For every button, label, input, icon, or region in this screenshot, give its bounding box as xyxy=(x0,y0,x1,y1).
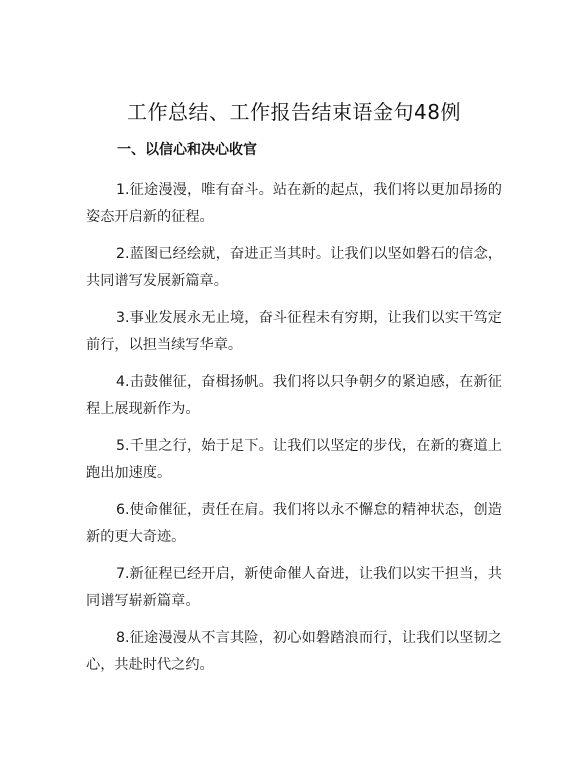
paragraph-8: 8.征途漫漫从不言其险，初心如磐踏浪而行，让我们以坚韧之心，共赴时代之约。 xyxy=(86,630,502,673)
paragraph-3: 3.事业发展永无止境，奋斗征程未有穷期，让我们以实干笃定前行，以担当续写华章。 xyxy=(86,310,502,353)
section-heading: 一、以信心和决心收官 xyxy=(117,142,257,158)
paragraph-6: 6.使命催征，责任在肩。我们将以永不懈怠的精神状态，创造新的更大奇迹。 xyxy=(86,502,502,545)
paragraph-2: 2.蓝图已经绘就，奋进正当其时。让我们以坚如磐石的信念，共同谱写发展新篇章。 xyxy=(86,246,502,289)
paragraph-5: 5.千里之行，始于足下。让我们以坚定的步伐，在新的赛道上跑出加速度。 xyxy=(86,438,502,481)
paragraph-4: 4.击鼓催征，奋楫扬帆。我们将以只争朝夕的紧迫感，在新征程上展现新作为。 xyxy=(86,374,502,417)
paragraph-7: 7.新征程已经开启，新使命催人奋进，让我们以实干担当，共同谱写崭新篇章。 xyxy=(86,566,502,609)
paragraph-1: 1.征途漫漫，唯有奋斗。站在新的起点，我们将以更加昂扬的姿态开启新的征程。 xyxy=(86,182,502,225)
document-title: 工作总结、工作报告结束语金句48例 xyxy=(127,100,461,124)
